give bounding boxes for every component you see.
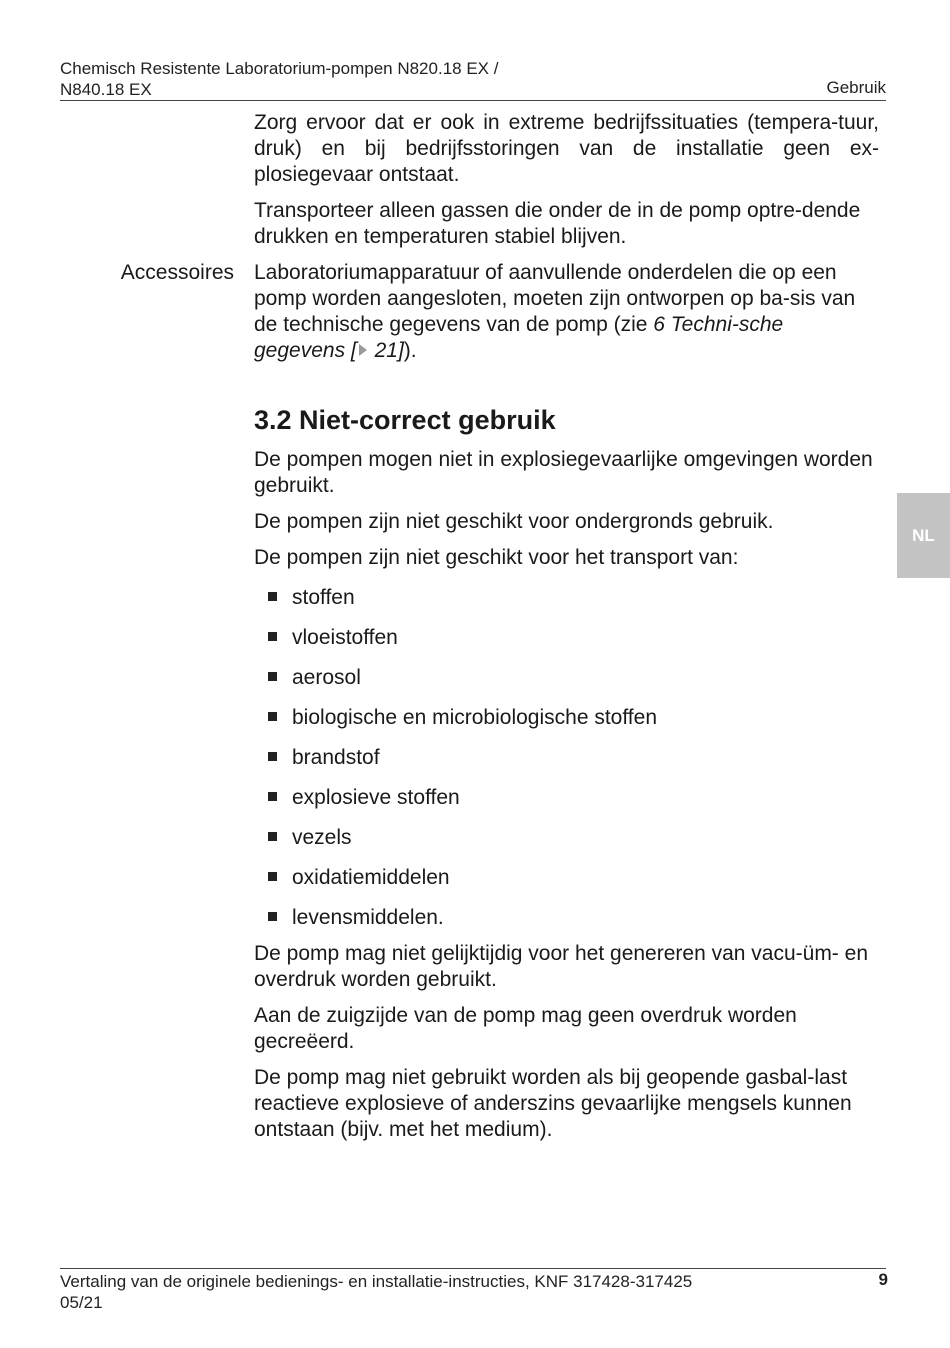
list-item [254,785,879,825]
list-item-text: levensmiddelen. [292,906,444,929]
intro-block [254,110,879,250]
misuse-paragraph-4: De pomp mag niet gelijktijdig voor het genereren van vacu-üm- en overdruk worden gebruikt. [254,942,868,991]
list-item-text: vloeistoffen [292,626,398,649]
list-item-text: aerosol [292,666,361,689]
list-item-text: biologische en microbiologische stoffen [292,706,657,729]
list-item [254,825,879,865]
list-item-text: vezels [292,826,352,849]
list-item [254,625,879,665]
list-item [254,705,879,745]
substance-list [254,585,879,941]
bullet-square-icon [268,792,277,801]
page-number: 9 [878,1270,888,1289]
list-item [254,665,879,705]
accessories-tail: ). [403,339,417,362]
accessories-body: Laboratoriumapparatuur of aanvullende onderdelen die op een pomp worden aangesloten, moeten zijn ontworpen op ba-sis van de technische gegevens van de pomp (zie [254,261,856,336]
intro-paragraph-2: Transporteer alleen gassen die onder de in de pomp optre-dende drukken en temperaturen stabiel blijven. [254,199,861,248]
document-title [60,58,580,100]
bullet-square-icon [268,832,277,841]
language-tab: NL [897,493,950,578]
bullet-square-icon [268,752,277,761]
list-item-text: brandstof [292,746,380,769]
footer-line1: Vertaling van de originele bedienings- en installatie-instructies, KNF 317428-317425 [60,1272,693,1291]
misuse-paragraph-1: De pompen mogen niet in explosiegevaarlijke omgevingen worden gebruikt. [254,448,873,497]
bullet-square-icon [268,872,277,881]
misuse-paragraph-5: Aan de zuigzijde van de pomp mag geen overdruk worden gecreëerd. [254,1004,797,1053]
accessories-text [254,260,879,364]
list-item-text: stoffen [292,586,355,609]
section-heading: 3.2 Niet-correct gebruik [254,405,556,435]
intro-paragraph-1: Zorg ervoor dat er ook in extreme bedrijfssituaties (tempera-tuur, druk) en bij bedrijfsstoringen van de installatie geen ex-plosiegevaar ontstaat. [254,111,879,186]
bullet-square-icon [268,672,277,681]
list-item-text: explosieve stoffen [292,786,460,809]
bullet-square-icon [268,592,277,601]
bullet-square-icon [268,632,277,641]
list-item [254,585,879,625]
list-item-text: oxidatiemiddelen [292,866,450,889]
list-item [254,745,879,785]
document-title-line1: Chemisch Resistente Laboratorium-pompen N820.18 EX / [60,59,499,78]
accessories-label: Accessoires [120,261,234,284]
list-item [254,905,879,941]
section-body [254,447,879,1143]
bullet-square-icon [268,912,277,921]
footer-line2: 05/21 [60,1293,103,1312]
document-title-line2: N840.18 EX [60,80,152,99]
misuse-paragraph-2: De pompen zijn niet geschikt voor ondergronds gebruik. [254,510,774,533]
misuse-paragraph-3: De pompen zijn niet geschikt voor het transport van: [254,546,739,569]
footer-divider [60,1268,886,1269]
reference-page: 21] [368,339,404,362]
misuse-paragraph-6: De pomp mag niet gebruikt worden als bij geopende gasbal-last reactieve explosieve of anderszins gevaarlijke mengsels kunnen ontstaan (bijv. met het medium). [254,1066,852,1141]
list-item [254,865,879,905]
section-name: Gebruik [826,78,886,97]
header-divider [60,100,886,101]
page-reference-icon [359,344,367,356]
bullet-square-icon [268,712,277,721]
footer-note [60,1271,780,1313]
reference-title: 6 Techni-sche gegevens [ [254,313,784,362]
